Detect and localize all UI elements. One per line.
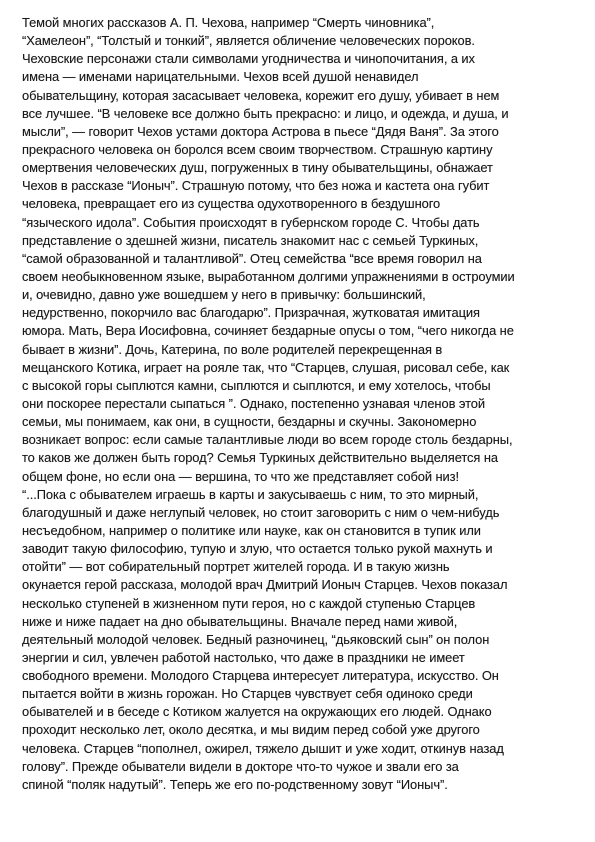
text-line: “языческого идола”. События происходят в губернском городе С. Чтобы дать (22, 214, 480, 230)
text-line: пытается войти в жизнь горожан. Но Старцев чувствует себя одиноко среди (22, 686, 473, 702)
text-line: “Хамелеон”, “Толстый и тонкий”, является обличение человеческих пороков. (22, 33, 475, 49)
text-line: общем фоне, но если она — вершина, то что же представляет собой низ! (22, 468, 460, 484)
text-line: несъедобном, например о политике или науке, как он становится в тупик или (22, 522, 481, 538)
text-line: омертвения человеческих душ, погруженных в тину обывательщины, обнажает (22, 160, 493, 176)
text-line: ниже и ниже падает на дно обывательщины. Вначале перед нами живой, (22, 613, 458, 629)
text-line: они поскорее перестали сыпаться ”. Однако, постепенно узнавая членов этой (22, 395, 485, 411)
text-line: человека. Старцев “пополнел, ожирел, тяжело дышит и уже ходит, откинув назад (22, 740, 504, 756)
text-line: голову”. Прежде обыватели видели в докторе что-то чужое и звали его за (22, 758, 459, 774)
text-line: своем необыкновенном языке, выработанном долгими упражнениями в остроумии (22, 268, 515, 284)
text-line: свободного времени. Молодого Старцева интересует литература, искусство. Он (22, 668, 499, 684)
text-line: мысли”, — говорит Чехов устами доктора Астрова в пьесе “Дядя Ваня”. За этого (22, 123, 499, 139)
text-line: отойти” — вот собирательный портрет жителей города. И в такую жизнь (22, 559, 450, 575)
text-line: то каков же должен быть город? Семья Туркиных действительно выделяется на (22, 450, 498, 466)
text-line: семьи, мы понимаем, как они, в сущности, бездарны и скучны. Закономерно (22, 414, 477, 430)
text-line: несколько ступеней в жизненном пути героя, но с каждой ступенью Старцев (22, 595, 476, 611)
text-line: все лучшее. “В человеке все должно быть прекрасно: и лицо, и одежда, и душа, и (22, 105, 509, 121)
text-line: мещанского Котика, играет на рояле так, что “Старцев, слушая, рисовал себе, как (22, 359, 510, 375)
text-line: человека, превращает его из существа одухотворенного в бездушного (22, 196, 441, 212)
text-line: “самой образованной и талантливой”. Отец семейства “все время говорил на (22, 250, 482, 266)
text-line: окунается герой рассказа, молодой врач Дмитрий Ионыч Старцев. Чехов показал (22, 577, 508, 593)
text-line: недурственно, покорчило вас благодарю”. Призрачная, жутковатая имитация (22, 305, 480, 321)
text-line: и, очевидно, давно уже вошедшем у него в привычку: большинский, (22, 287, 426, 303)
text-line: спиной “поляк надутый”. Теперь же его по-родственному зовут “Ионыч”. (22, 776, 448, 792)
document-page (22, 14, 577, 794)
text-line: деятельный молодой человек. Бедный разночинец, “дьяковский сын” он полон (22, 631, 490, 647)
text-line: благодушный и даже неглупый человек, но стоит заговорить с ним о чем-нибудь (22, 504, 500, 520)
text-line: имена — именами нарицательными. Чехов всей душой ненавидел (22, 69, 419, 85)
text-line: возникает вопрос: если самые талантливые люди во всем городе столь бездарны, (22, 432, 513, 448)
text-line: юмора. Мать, Вера Иосифовна, сочиняет бездарные опусы о том, “чего никогда не (22, 323, 514, 339)
text-line: Темой многих рассказов А. П. Чехова, например “Смерть чиновника”, (22, 15, 435, 30)
text-line: Чеховские персонажи стали символами угодничества и чинопочитания, а их (22, 51, 475, 67)
text-line: обывателей и в беседе с Котиком жалуется на окружающих его людей. Однако (22, 704, 492, 720)
text-line: “...Пока с обывателем играешь в карты и закусываешь с ним, то это мирный, (22, 486, 479, 502)
text-line: с высокой горы сыплются камни, сыплются и сыплются, и ему хотелось, чтобы (22, 377, 491, 393)
text-line: энергии и сил, увлечен работой настолько, что даже в праздники не имеет (22, 649, 465, 665)
text-line: Чехов в рассказе “Ионыч”. Страшную потому, что без ножа и кастета она губит (22, 178, 490, 194)
text-line: прекрасного человека он боролся всем своим творчеством. Страшную картину (22, 141, 493, 157)
text-line: обывательщину, которая засасывает человека, корежит его душу, убивает в нем (22, 87, 500, 103)
text-line: проходит несколько лет, около десятка, и мы видим перед собой уже другого (22, 722, 480, 738)
text-line: бывает в жизни”. Дочь, Катерина, по воле родителей перекрещенная в (22, 341, 443, 357)
text-line: представление о здешней жизни, писатель знакомит нас с семьей Туркиных, (22, 232, 479, 248)
text-line: заводит такую философию, тупую и злую, что остается только рукой махнуть и (22, 541, 493, 557)
